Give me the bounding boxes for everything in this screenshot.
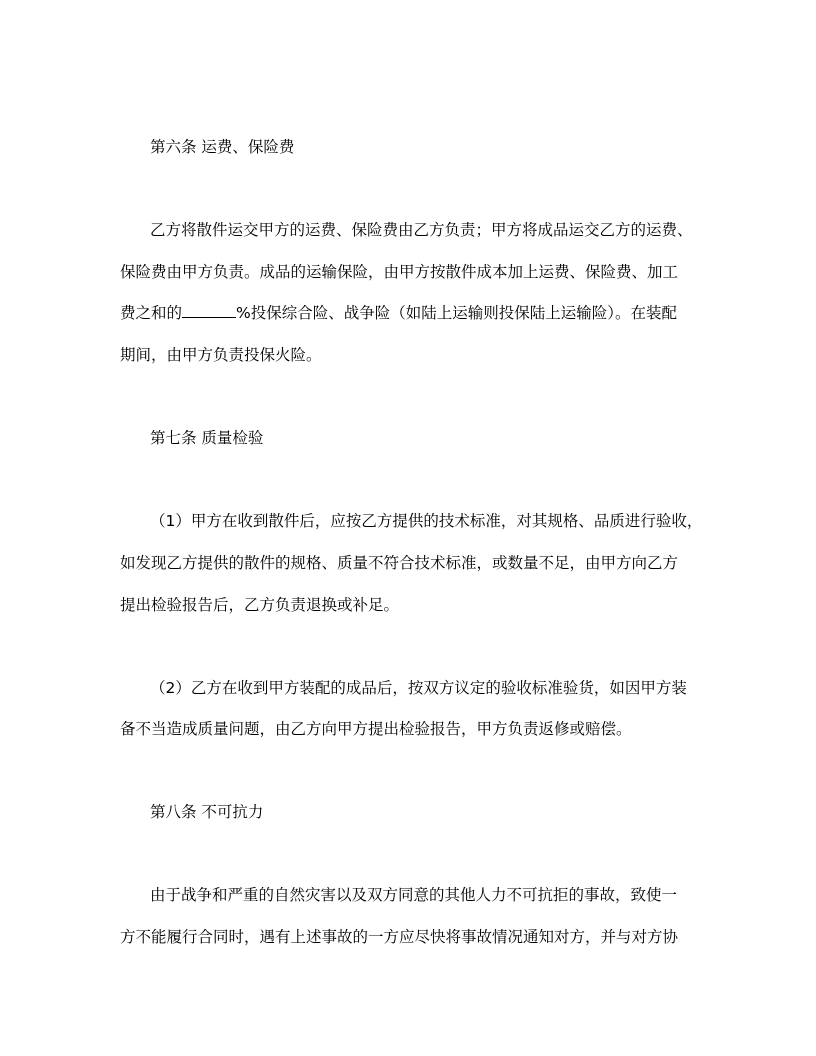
article-8-heading: 第八条 不可抗力 xyxy=(150,803,264,821)
article-8-line-1: 由于战争和严重的自然灾害以及双方同意的其他人力不可抗拒的事故，致使一 xyxy=(150,886,678,904)
article-6-line-3 xyxy=(120,303,677,323)
article-6-heading: 第六条 运费、保险费 xyxy=(150,138,295,156)
article-7-item-1-line-1: （1）甲方在收到散件后，应按乙方提供的技术标准，对其规格、品质进行验收， xyxy=(150,512,703,530)
article-6-line-1: 乙方将散件运交甲方的运费、保险费由乙方负责；甲方将成品运交乙方的运费、 xyxy=(150,221,693,239)
article-7-item-2-line-1: （2）乙方在收到甲方装配的成品后，按双方议定的验收标准验货，如因甲方装 xyxy=(150,679,687,697)
article-6-line-2: 保险费由甲方负责。成品的运输保险，由甲方按散件成本加上运费、保险费、加工 xyxy=(120,263,679,281)
fill-in-blank[interactable] xyxy=(182,303,236,318)
article-7-item-1-line-2: 如发现乙方提供的散件的规格、质量不符合技术标准，或数量不足，由甲方向乙方 xyxy=(120,554,679,572)
article-6-line-3-start: 费之和的 xyxy=(120,304,183,322)
article-7-item-2-line-2: 备不当造成质量问题，由乙方向甲方提出检验报告，甲方负责返修或赔偿。 xyxy=(120,720,632,738)
article-7-item-1-line-3: 提出检验报告后，乙方负责退换或补足。 xyxy=(120,596,400,614)
article-6-line-3-end: %投保综合险、战争险（如陆上运输则投保陆上运输险）。在装配 xyxy=(236,304,677,322)
article-6-line-4: 期间，由甲方负责投保火险。 xyxy=(120,346,322,364)
article-7-heading: 第七条 质量检验 xyxy=(150,429,264,447)
article-8-line-2: 方不能履行合同时，遇有上述事故的一方应尽快将事故情况通知对方，并与对方协 xyxy=(120,928,679,946)
